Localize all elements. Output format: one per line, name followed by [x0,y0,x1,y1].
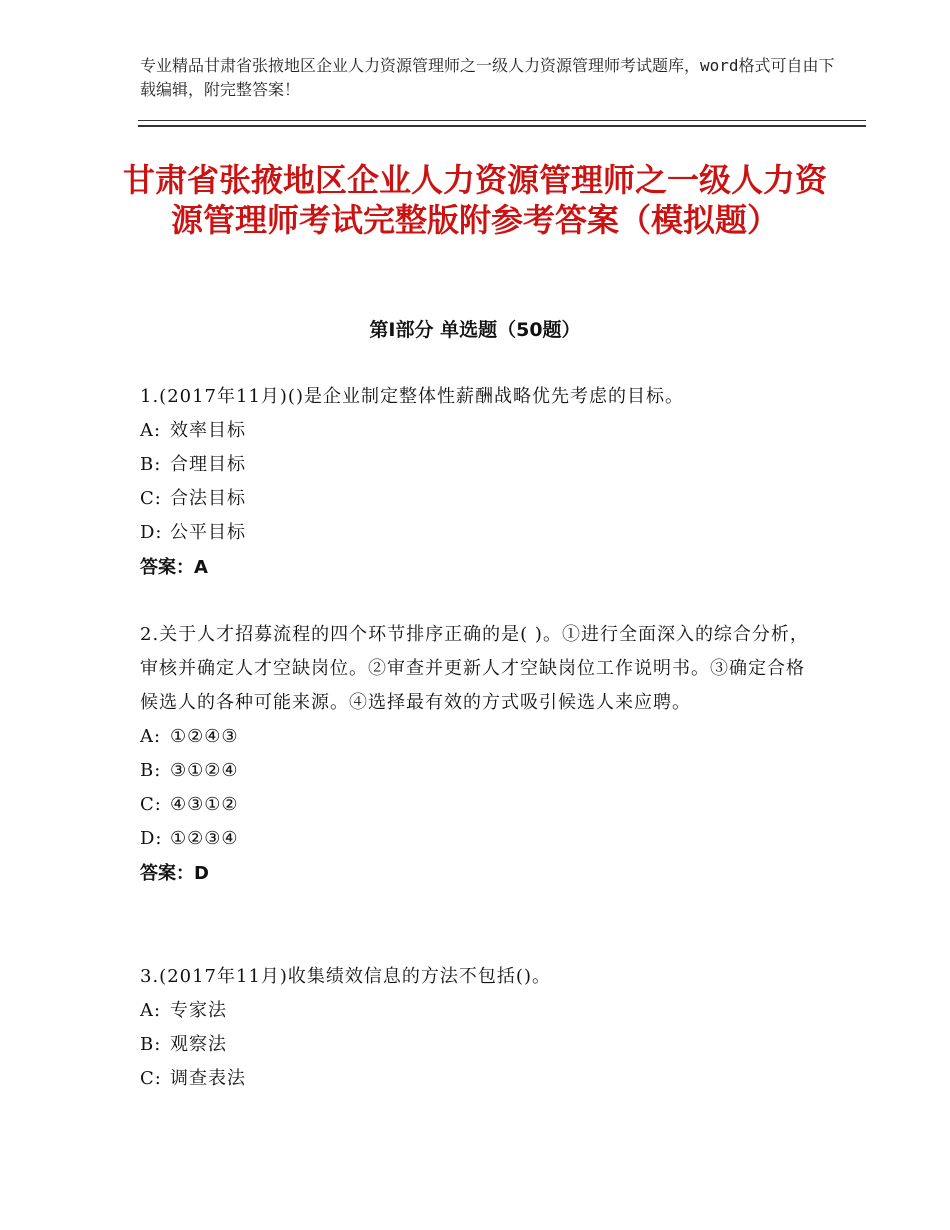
section-heading: 第Ⅰ部分 单选题（50题） [369,319,581,341]
option-text: 调查表法 [170,1068,246,1089]
option-text: ③①②④ [170,760,239,781]
header-divider-thin [138,120,866,121]
option-d [140,822,820,856]
option-text: 合法目标 [170,488,246,509]
answer: 答案：A [140,557,208,578]
option-label: C: [140,794,162,815]
answer: 答案：D [140,863,209,884]
question-stem: 2.关于人才招募流程的四个环节排序正确的是( )。①进行全面深入的综合分析，审核并确定人才空缺岗位。②审查并更新人才空缺岗位工作说明书。③确定合格候选人的各种可能来源。④选择最有效的方式吸引候选人来应聘。 [140,624,809,713]
option-label: C: [140,1068,162,1089]
option-text: 效率目标 [170,420,246,441]
option-a [140,720,820,754]
option-c [140,1062,820,1096]
option-text: 观察法 [170,1034,227,1055]
option-d [140,516,820,550]
option-label: D: [140,828,163,849]
option-b [140,1028,820,1062]
option-text: ①②③④ [170,828,239,849]
option-c [140,788,820,822]
question-stem: 3.(2017年11月)收集绩效信息的方法不包括()。 [140,966,551,987]
option-a [140,994,820,1028]
option-label: B: [140,760,162,781]
option-label: D: [140,522,163,543]
header-note: 专业精品甘肃省张掖地区企业人力资源管理师之一级人力资源管理师考试题库，word格式可自由下载编辑，附完整答案！ [140,56,835,99]
document-title: 甘肃省张掖地区企业人力资源管理师之一级人力资源管理师考试完整版附参考答案（模拟题） [122,161,827,239]
option-label: A: [140,726,162,747]
question-stem: 1.(2017年11月)()是企业制定整体性薪酬战略优先考虑的目标。 [140,386,684,407]
header-divider-thick [138,125,866,127]
option-text: 合理目标 [170,454,246,475]
option-text: ④③①② [170,794,239,815]
option-label: C: [140,488,162,509]
option-label: B: [140,454,162,475]
option-b [140,448,820,482]
option-text: 公平目标 [170,522,246,543]
option-text: 专家法 [170,1000,227,1021]
question-3 [140,960,820,1096]
option-label: B: [140,1034,162,1055]
option-label: A: [140,420,162,441]
option-a [140,414,820,448]
option-c [140,482,820,516]
option-b [140,754,820,788]
question-2 [140,618,820,892]
option-label: A: [140,1000,162,1021]
option-text: ①②④③ [170,726,239,747]
question-1 [140,380,820,586]
